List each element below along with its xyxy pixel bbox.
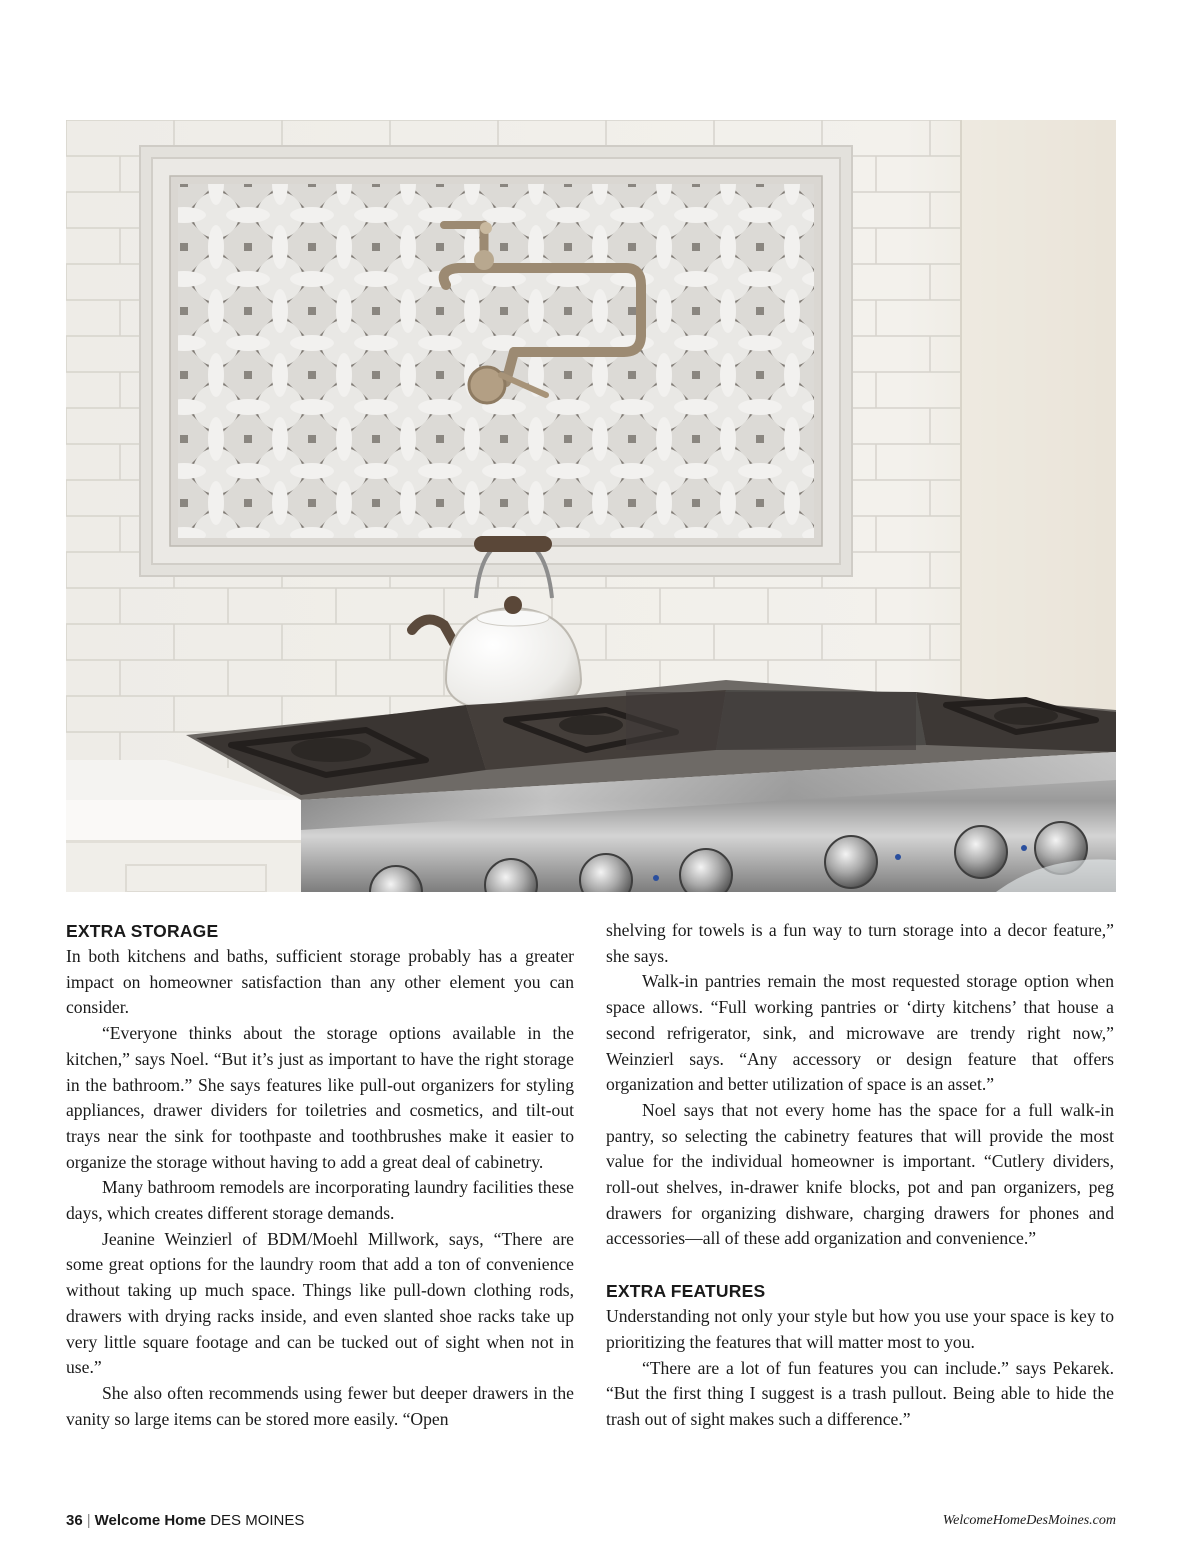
footer-website[interactable]: WelcomeHomeDesMoines.com <box>942 1513 1116 1528</box>
body-paragraph: Jeanine Weinzierl of BDM/Moehl Millwork, says, “There are some great options for the laundry room that add a ton of convenience without taking up much space. Things like pull-down clothing rods, drawers with drying racks inside, and even slanted shoe racks take up very little square footage and can be tucked out of sight when not in use.” <box>66 1228 574 1378</box>
body-paragraph: In both kitchens and baths, sufficient storage probably has a greater impact on homeowner satisfaction than any other element you can consider. <box>66 946 574 1018</box>
left-column <box>66 918 574 1432</box>
kitchen-backsplash-range-photo <box>66 120 1116 892</box>
footer-separator: | <box>86 1512 91 1529</box>
range-knob <box>680 849 732 892</box>
body-paragraph: “Everyone thinks about the storage options available in the kitchen,” says Noel. “But it’s just as important to have the right storage in the bathroom.” She says features like pull-out organizers for styling appliances, drawer dividers for toiletries and cosmetics, and tilt-out trays near the sink for toothpaste and toothbrushes make it easier to organize the storage without having to add a great deal of cabinetry. <box>66 1023 574 1172</box>
range-knob <box>825 836 877 888</box>
page-footer-folio <box>66 1512 304 1529</box>
body-paragraph: Walk-in pantries remain the most requested storage option when space allows. “Full working pantries or ‘dirty kitchens’ that house a second refrigerator, sink, and microwave are trendy right now,” Weinzierl says. “Any accessory or design feature that offers organization and better utilization of space is an asset.” <box>606 971 1114 1095</box>
section-heading-extra-features: EXTRA FEATURES <box>606 1281 766 1302</box>
right-column <box>606 918 1114 1433</box>
body-paragraph: Understanding not only your style but how you use your space is key to prioritizing the features that will matter most to you. <box>606 1306 1114 1352</box>
body-paragraph: shelving for towels is a fun way to turn storage into a decor feature,” she says. <box>606 920 1114 966</box>
kitchen-photo <box>66 120 1116 892</box>
body-paragraph: Many bathroom remodels are incorporating laundry facilities these days, which creates different storage demands. <box>66 1177 574 1224</box>
magazine-brand: Welcome Home <box>94 1512 207 1529</box>
section-heading-extra-storage: EXTRA STORAGE <box>66 921 219 941</box>
body-paragraph: “There are a lot of fun features you can include.” says Pekarek. “But the first thing I suggest is a trash pullout. Being able to hide the trash out of sight makes such a difference.” <box>606 1357 1114 1429</box>
body-paragraph: She also often recommends using fewer but deeper drawers in the vanity so large items can be stored more easily. “Open <box>66 1382 574 1429</box>
section-spacer <box>606 1252 1114 1278</box>
magazine-city: DES MOINES <box>210 1512 305 1529</box>
page-number: 36 <box>66 1512 83 1529</box>
body-paragraph: Noel says that not every home has the space for a full walk-in pantry, so selecting the cabinetry features that will provide the most value for the individual homeowner is important. “Cutlery dividers, roll-out shelves, in-drawer knife blocks, pot and pan organizers, peg drawers for organizing dishware, charging drawers for phones and accessories—all of these add organization and convenience.” <box>606 1099 1114 1249</box>
range-knob <box>955 826 1007 878</box>
